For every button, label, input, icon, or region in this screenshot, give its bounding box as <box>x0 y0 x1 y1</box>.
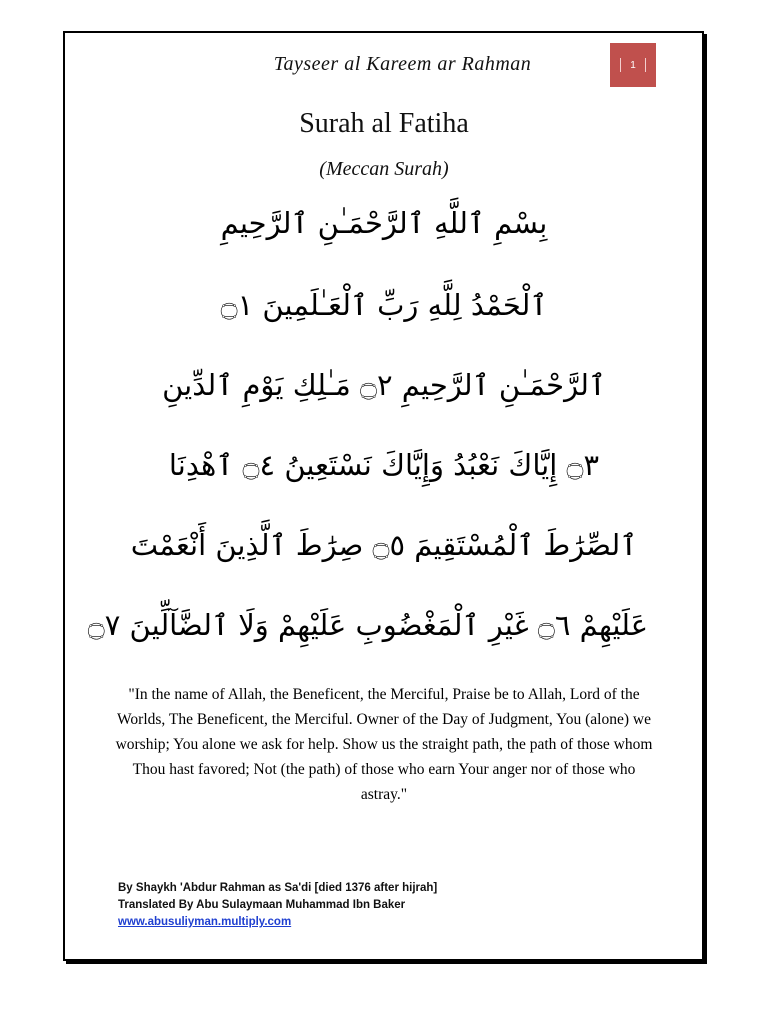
credit-author: By Shaykh 'Abdur Rahman as Sa'di [died 1376 after hijrah] <box>118 882 438 894</box>
arabic-line-6: عَلَيْهِمْ ۝٦ غَيْرِ ٱلْمَغْضُوبِ عَلَيْهِمْ وَلَا ٱلضَّآلِّينَ ۝٧ <box>87 608 648 642</box>
badge-divider-left <box>620 58 621 72</box>
arabic-line-1: بِسْمِ ٱللَّهِ ٱلرَّحْمَـٰنِ ٱلرَّحِيمِ <box>220 206 548 240</box>
badge-divider-right <box>645 58 646 72</box>
page-number: 1 <box>630 59 636 71</box>
arabic-line-2: ٱلْحَمْدُ لِلَّهِ رَبِّ ٱلْعَـٰلَمِينَ ۝١ <box>220 288 548 322</box>
translation-text: "In the name of Allah, the Beneficent, the Merciful, Praise be to Allah, Lord of the Worlds, The Beneficent, the Merciful. Owner of the Day of Judgment, You (alone) we worship; You alone we ask for help. Show us the straight path, the path of those whom Thou hast favored; Not (the path) of those who earn Your anger nor of those who astray." <box>115 686 653 803</box>
arabic-line-3: ٱلرَّحْمَـٰنِ ٱلرَّحِيمِ ۝٢ مَـٰلِكِ يَوْمِ ٱلدِّينِ <box>162 368 606 402</box>
website-link[interactable]: www.abusuliyman.multiply.com <box>118 916 292 928</box>
header-title: Tayseer al Kareem ar Rahman <box>273 53 532 75</box>
page-number-badge <box>610 43 656 87</box>
arabic-line-4: ۝٣ إِيَّاكَ نَعْبُدُ وَإِيَّاكَ نَسْتَعِينُ ۝٤ ٱهْدِنَا <box>168 448 600 482</box>
credits <box>118 880 437 931</box>
surah-subtitle: (Meccan Surah) <box>319 158 449 180</box>
arabic-line-5: ٱلصِّرَٰطَ ٱلْمُسْتَقِيمَ ۝٥ صِرَٰطَ ٱلَّذِينَ أَنْعَمْتَ <box>130 528 638 562</box>
surah-title: Surah al Fatiha <box>299 108 469 139</box>
credit-translator: Translated By Abu Sulaymaan Muhammad Ibn Baker <box>118 899 406 911</box>
